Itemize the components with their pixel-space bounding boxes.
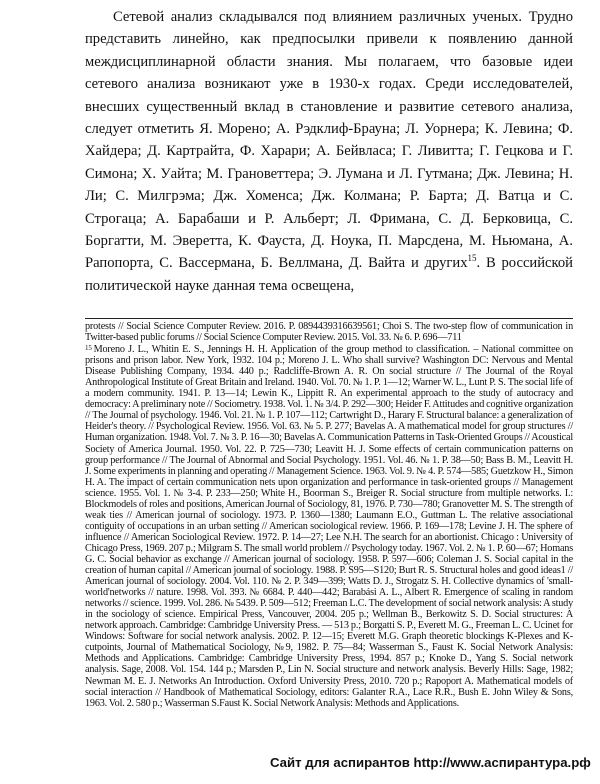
footnote-separator (85, 318, 573, 319)
footnote-continuation: protests // Social Science Computer Review. 2016. P. 0894439316639561; Choi S. The two-step flow of communication in Twitter-based public forums // Social Science Computer Review. 2015. Vol. 33. № 6. P. 696—711 (85, 321, 573, 344)
footnote-reference[interactable]: 15 (467, 253, 477, 264)
footnote-15 (85, 344, 573, 709)
footnotes-section (85, 321, 573, 709)
footnote-text: Moreno J. L., Whitin E. S., Jennings H. H. Application of the group method to classification. – National committee on prisons and prison labor. New York, 1932. 104 p.; Moreno J. L. Who shall survive? Washington DC: Nervous and Mental Disease Publishing Company, 1934. 440 p.; Radcliffe-Brown A. R. On social structure // The Journal of the Royal Anthropological Institute of Great Britain and Ireland. 1940. Vol. 70. № 1. P. 1—12; Warner W. L., Lunt P. S. The social life of a modern community. 1941. P. 13—14; Lewin K., Lippitt R. An experimental approach to the study of autocracy and democracy: A preliminary note // Sociometry. 1938. Vol. 1. № 3/4. P. 292—300; Heider F. Attitudes and cognitive organization // The Journal of psychology. 1946. Vol. 21. № 1. P. 107—112; Cartwright D., Harary F. Structural balance: a generalization of Heider's theory. // Psychological Review. 1956. Vol. 63. № 5. P. 277; Bavelas A. A mathematical model for group structures // Human organization. 1948. Vol. 7. № 3. P. 16—30; Bavelas A. Communication Patterns in Task-Oriented Groups // Acoustical Society of America Journal. 1950. Vol. 22. P. 725—730; Leavitt H. J. Some effects of certain communication patterns on group performance // The Journal of Abnormal and Social Psychology. 1951. Vol. 46. № 1. P. 38—50; Bass B. M., Leavitt H. J. Some experiments in planning and operating // Management Science. 1963. Vol. 9. № 4. P. 574—585; Guetzkow H., Simon H. A. The impact of certain communication nets upon organization and performance in task-oriented groups // Management science. 1955. Vol. 1. № 3-4. P. 233—250; White H., Boorman S., Breiger R. Social structure from multiple networks. I.: Blockmodels of roles and positions, American Journal of Sociology, 81, 1976. P. 730—780; Granovetter M. S. The strength of weak ties // American journal of sociology. 1973. P. 1360—1380; Laumann E.O., Guttman L. The relative associational contiguity of occupations in an urban setting // American sociological review. 1966. P. 169—178; Levine J. H. The sphere of influence // American Sociological Review. 1972. P. 14—27; Lee N.H. The search for an abortionist. Chicago : University of Chicago Press, 1969. 207 p.; Milgram S. The small world problem // Psychology today. 1967. Vol. 2. № 1. P. 60—67; Homans G. C. Social behavior as exchange // American journal of sociology. 1958. P. 597—606; Coleman J. S. Social capital in the creation of human capital // American journal of sociology. 1988. P. S95—S120; Burt R. S. Structural holes and good ideas1 // American journal of sociology. 2004. Vol. 110. № 2. P. 349—399; Watts D. J., Strogatz S. H. Collective dynamics of 'small-world'networks // nature. 1998. Vol. 393. № 6684. P. 440—442; Barabási A. L., Albert R. Emergence of scaling in random networks // science. 1999. Vol. 286. № 5439. P. 509—512; Freeman L.C. The development of social network analysis: A study in the sociology of science. Empirical Press, Vancouver, 2004. 205 p.; Wellman B., Berkowitz S. D. Social structures: A network approach. Cambridge: Cambridge University Press. — 513 p.; Borgatti S. P., Everett M. G., Freeman L. C. Ucinet for Windows: Software for social network analysis. 2002. P. 12—15; Everett M.G. Graph theoretic blockings K-Plexes and K-cutpoints, Journal of Mathematical Sociology, №9, 1982. P. 75—84; Wasserman S., Faust K. Social Network Analysis: Methods and Applications. Cambridge: Cambridge University Press, 1994. 857 p.; Knoke D., Yang S. Social network analysis. Sage, 2008. Vol. 154. 144 p.; Marsden P., Lin N. Social structure and network analysis. Beverly Hills: Sage, 1982; Newman M. E. J. Networks An Introduction. Oxford University Press, 2010. 720 p.; Rapoport A. Mathematical models of social interaction // Handbook of Mathematical Sociology, editors: Galanter R.A., Lace R.R., Bush E. John Wiley & Sons, 1963. Vol. 2. 580 p.; Wasserman S.Faust K. Social Network Analysis: Methods and Applications. (85, 344, 573, 709)
footnote-number: 15 (85, 344, 92, 353)
site-watermark: Сайт для аспирантов http://www.аспирантура.рф (270, 755, 591, 770)
body-paragraph-text: Сетевой анализ складывался под влиянием различных ученых. Трудно представить линейно, как предпосылки привели к появлению данной междисциплинарной области знания. Мы полагаем, что базовые идеи сетевого анализа возникают уже в 1930-х годах. Среди исследователей, внесших существенный вклад в становление и развитие сетевого анализа, следует отметить Я. Морено; А. Рэдклиф-Брауна; Л. Уорнера; К. Левина; Ф. Хайдера; Д. Картрайта, Ф. Харари; А. Бейвласа; Г. Ливитта; Г. Гецкова и Г. Симона; Х. Уайта; М. Грановеттера; Э. Лумана и Л. Гутмана; Дж. Левина; Н. Ли; С. Милгрэма; Дж. Хоменса; Дж. Колмана; Р. Барта; Д. Ватца и С. Строгаца; А. Барабаши и Р. Альберт; Л. Фримана, С. Д. Берковица, С. Боргатти, М. Эверетта, К. Фауста, Д. Ноука, П. Марсдена, М. Ньюмана, А. Рапопорта, С. Вассермана, Б. Веллмана, Д. Вайта и других (85, 9, 573, 272)
body-paragraph (85, 6, 573, 297)
body-paragraph-end: . В российской политической науке данная тема освещена, (85, 255, 573, 294)
